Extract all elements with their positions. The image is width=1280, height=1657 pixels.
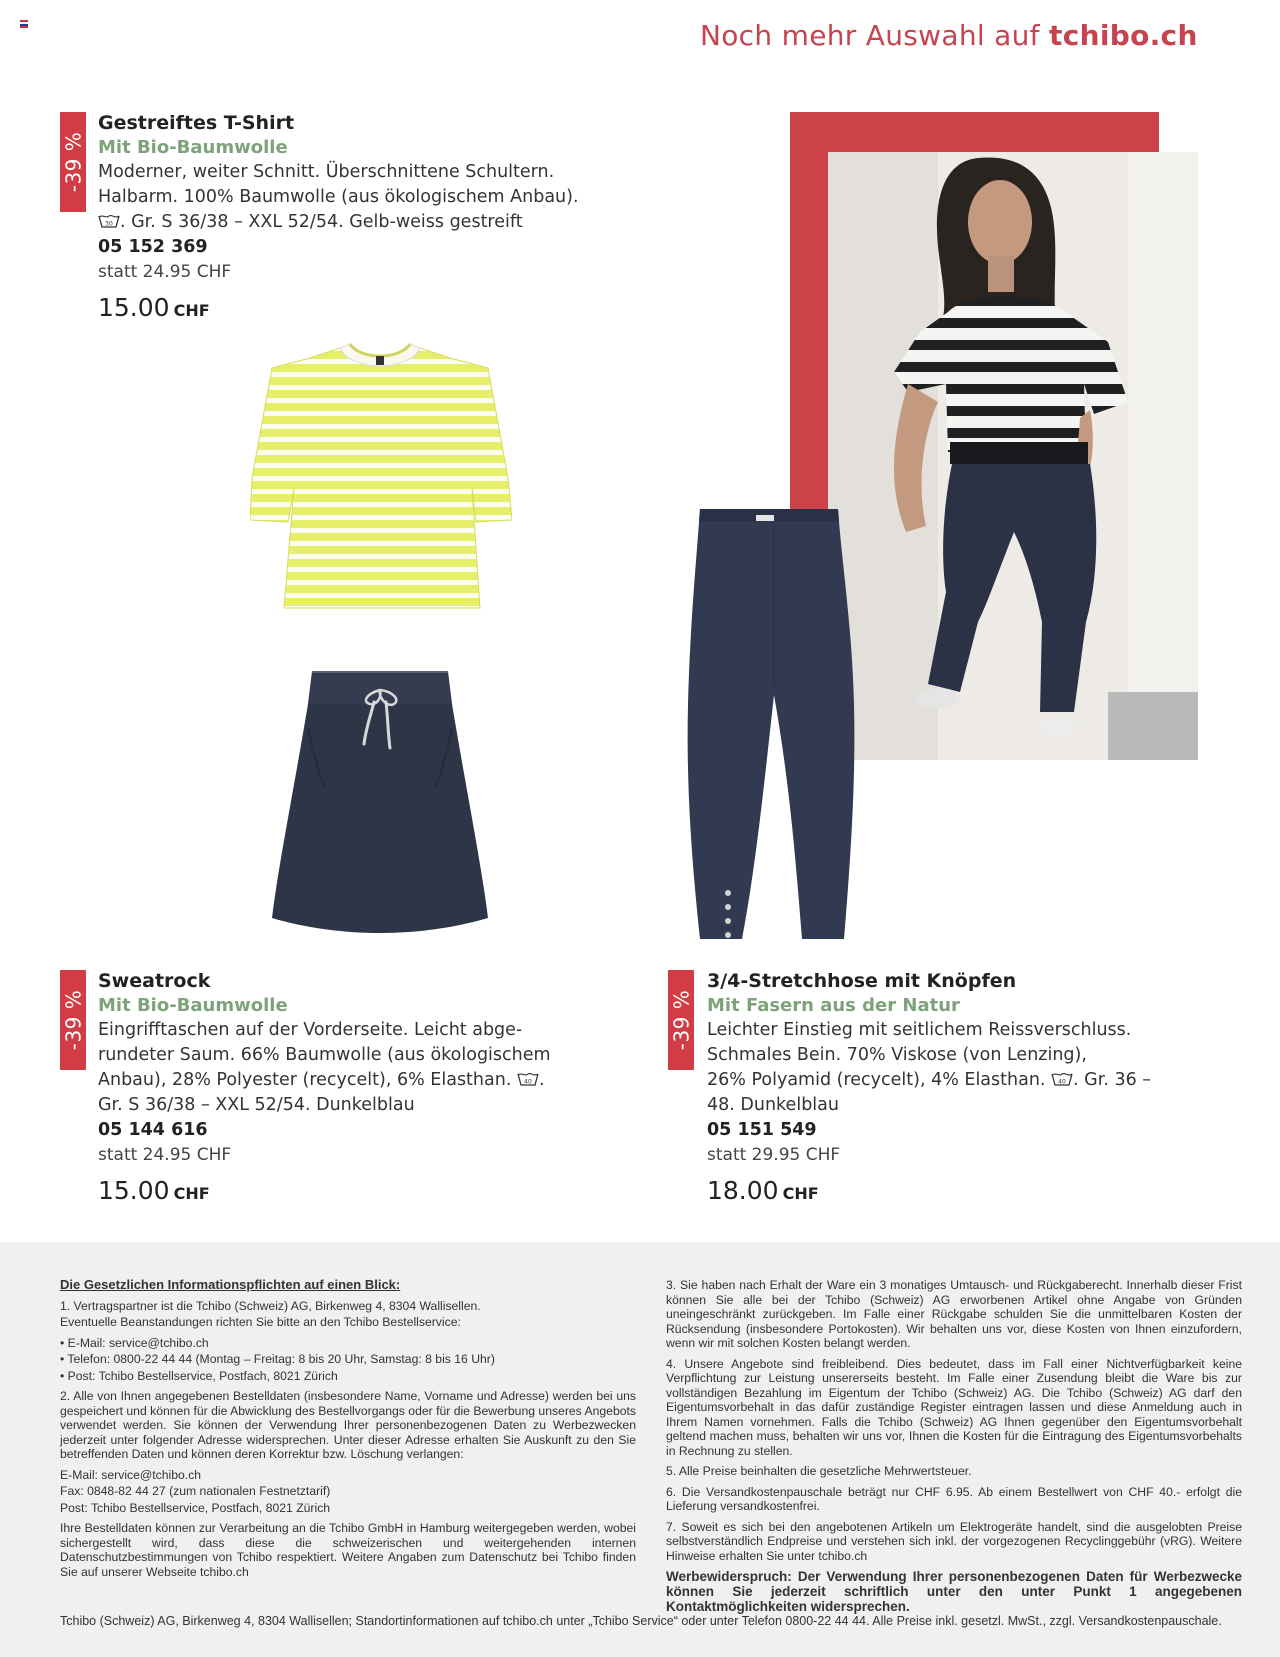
wash-symbol-icon: [1051, 1071, 1073, 1087]
product-subtitle: Mit Bio-Baumwolle: [98, 995, 288, 1016]
product-description: Moderner, weiter Schnitt. Überschnittene Schultern. Halbarm. 100% Baumwolle (aus ökologischem Anbau). 30 . Gr. S 36/38 – XXL 52/54. Gelb-weiss gestreift: [98, 162, 579, 232]
header-link-text: [700, 19, 1198, 52]
legal-paragraph: 5. Alle Preise beinhalten die gesetzliche Mehrwertsteuer.: [666, 1464, 972, 1478]
price: 15.00 CHF: [98, 1176, 210, 1205]
legal-information-section: [0, 1242, 1280, 1657]
legal-contact-phone: • Telefon: 0800-22 44 44 (Montag – Freitag: 8 bis 20 Uhr, Samstag: 8 bis 16 Uhr): [60, 1352, 495, 1366]
product-description: Leichter Einstieg mit seitlichem Reissverschluss. Schmales Bein. 70% Viskose (von Lenzing), 26% Polyamid (recycelt), 4% Elasthan. 40 . Gr. 36 – 48. Dunkelblau: [707, 1020, 1152, 1115]
product-tshirt: [98, 110, 618, 322]
header-shop-link[interactable]: [700, 10, 1220, 60]
legal-paragraph: 6. Die Versandkostenpauschale beträgt nur CHF 6.95. Ab einem Bestellwert von CHF 40.- erfolgt die Lieferung versandkostenfrei.: [666, 1484, 1242, 1513]
legal-contact-email: E-Mail: service@tchibo.ch: [60, 1467, 202, 1482]
old-price: statt 24.95 CHF: [98, 262, 232, 282]
header-link-domain: tchibo.ch: [1049, 18, 1198, 52]
article-number: 05 152 369: [98, 237, 208, 257]
legal-contact-post: • Post: Tchibo Bestellservice, Postfach, 8021 Zürich: [60, 1368, 338, 1383]
discount-badge: -39 %: [60, 112, 86, 212]
old-price: statt 29.95 CHF: [707, 1145, 841, 1165]
legal-footer-line: Tchibo (Schweiz) AG, Birkenweg 4, 8304 Wallisellen; Standortinformationen auf tchibo.ch unter „Tchibo Service“ oder unter Telefon 0800-22 44 44. Alle Preise inkl. gesetzl. MwSt., zzgl. Versandkostenpauschale.: [60, 1614, 1222, 1628]
product-pants: [707, 968, 1227, 1205]
legal-right-column: [666, 1278, 1242, 1620]
article-number: 05 144 616: [98, 1120, 208, 1140]
old-price: statt 24.95 CHF: [98, 1145, 232, 1165]
legal-paragraph: 7. Soweit es sich bei den angebotenen Artikeln um Elektrogeräte handelt, sind die ausgelobten Preise selbstverständlich Endpreise und verstehen sich inkl. der vorgezogenen Recyclinggebühr (vRG). Weitere Hinweise erhalten Sie unter tchibo.ch: [666, 1519, 1242, 1563]
svg-text:40: 40: [524, 1078, 532, 1086]
legal-paragraph: 4. Unsere Angebote sind freibleibend. Dies bedeutet, dass im Fall einer Nichtverfügbarkeit keine Verpflichtung zur Leistung unsererseits besteht. Im Falle einer Zusendung bleibt die Ware bis zur vollständigen Bezahlung im Eigentum der Tchibo (Schweiz) AG. Die Tchibo (Schweiz) AG darf den Eigentumsvorbehalt in das dafür zuständige Register eintragen lassen und diese Anmeldung auch in Ihrem Namen vornehmen. Falls die Tchibo (Schweiz) AG Ihnen gegenüber den Eigentumsvorbehalt geltend machen muss, behalten wir uns vor, Ihnen die Kosten für die Eintragung des Eigentumsvorbehalts in Rechnung zu stellen.: [666, 1356, 1242, 1458]
model-photo: [828, 152, 1198, 760]
product-title: 3/4-Stretchhose mit Knöpfen: [707, 970, 1017, 992]
legal-contact-fax: Fax: 0848-82 44 27 (zum nationalen Festnetztarif): [60, 1484, 331, 1498]
legal-paragraph: 1. Vertragspartner ist die Tchibo (Schweiz) AG, Birkenweg 4, 8304 Wallisellen.: [60, 1298, 481, 1313]
legal-left-column: [60, 1278, 636, 1585]
svg-text:40: 40: [1058, 1078, 1066, 1086]
navy-stretch-pants-image: [670, 505, 870, 945]
article-number: 05 151 549: [707, 1120, 817, 1140]
legal-contact-email: • E-Mail: service@tchibo.ch: [60, 1335, 209, 1350]
wash-symbol-icon: [98, 213, 120, 229]
navy-sweat-skirt-image: [270, 668, 490, 936]
legal-objection: Werbewiderspruch: Der Verwendung Ihrer personenbezogenen Daten für Werbezwecke können Sie jederzeit schriftlich unter den unter Punkt 1 angegebenen Kontaktmöglichkeiten widersprechen.: [666, 1569, 1242, 1614]
discount-badge: -39 %: [668, 970, 694, 1070]
product-subtitle: Mit Fasern aus der Natur: [707, 995, 960, 1016]
product-title: Sweatrock: [98, 970, 211, 992]
price: 15.00 CHF: [98, 293, 210, 322]
header-link-prefix: Noch mehr Auswahl auf: [700, 18, 1050, 52]
product-subtitle: Mit Bio-Baumwolle: [98, 137, 288, 158]
product-skirt: [98, 968, 638, 1205]
yellow-striped-tshirt-image: [250, 338, 512, 616]
discount-badge: -39 %: [60, 970, 86, 1070]
product-title: Gestreiftes T-Shirt: [98, 112, 295, 134]
product-description: Eingrifftaschen auf der Vorderseite. Leicht abge- rundeter Saum. 66% Baumwolle (aus ökologischem Anbau), 28% Polyester (recycelt), 6% Elasthan. 40 . Gr. S 36/38 – XXL 52/54. Dunkelblau: [98, 1020, 551, 1115]
legal-title: Die Gesetzlichen Informationspflichten auf einen Blick:: [60, 1277, 401, 1292]
flag-icon: [20, 20, 28, 28]
legal-paragraph: Ihre Bestelldaten können zur Verarbeitung an die Tchibo GmbH in Hamburg weitergegeben werden, wobei sichergestellt wird, dass diese die schweizerischen und weitergehenden internen Datenschutzbestimmungen von Tchibo respektiert. Weitere Angaben zum Datenschutz bei Tchibo finden Sie auf unserer Webseite tchibo.ch: [60, 1521, 636, 1579]
wash-symbol-icon: [517, 1071, 539, 1087]
legal-contact-post: Post: Tchibo Bestellservice, Postfach, 8021 Zürich: [60, 1500, 331, 1515]
legal-paragraph: 3. Sie haben nach Erhalt der Ware ein 3 monatiges Umtausch- und Rückgaberecht. Innerhalb dieser Frist können Sie alle bei der Tchibo (Schweiz) AG erworbenen Artikel ohne Angabe von Gründen uneingeschränkt zurückgeben. Im Falle einer Rückgabe schulden Sie die unmittelbaren Kosten der Rücksendung (insbesondere Portokosten). Wir behalten uns vor, diese Kosten von Ihnen einzufordern, wenn wir mit solchen Kosten belangt werden.: [666, 1278, 1242, 1350]
legal-paragraph: 2. Alle von Ihnen angegebenen Bestelldaten (insbesondere Name, Vorname und Adresse) werden bei uns gespeichert und können für die Abwicklung des Bestellvorgangs oder für die Bewerbung unseres Angebots verwendet werden. Sie können der Verwendung Ihrer personenbezogenen Daten zu Werbezwecken jederzeit unter folgender Adresse widersprechen. Unter dieser Adresse erhalten Sie Auskunft zu den Sie betreffenden Daten und können deren Korrektur bzw. Löschung verlangen:: [60, 1389, 636, 1461]
price: 18.00 CHF: [707, 1176, 819, 1205]
svg-text:30: 30: [105, 220, 113, 228]
legal-paragraph: Eventuelle Beanstandungen richten Sie bitte an den Tchibo Bestellservice:: [60, 1315, 461, 1329]
